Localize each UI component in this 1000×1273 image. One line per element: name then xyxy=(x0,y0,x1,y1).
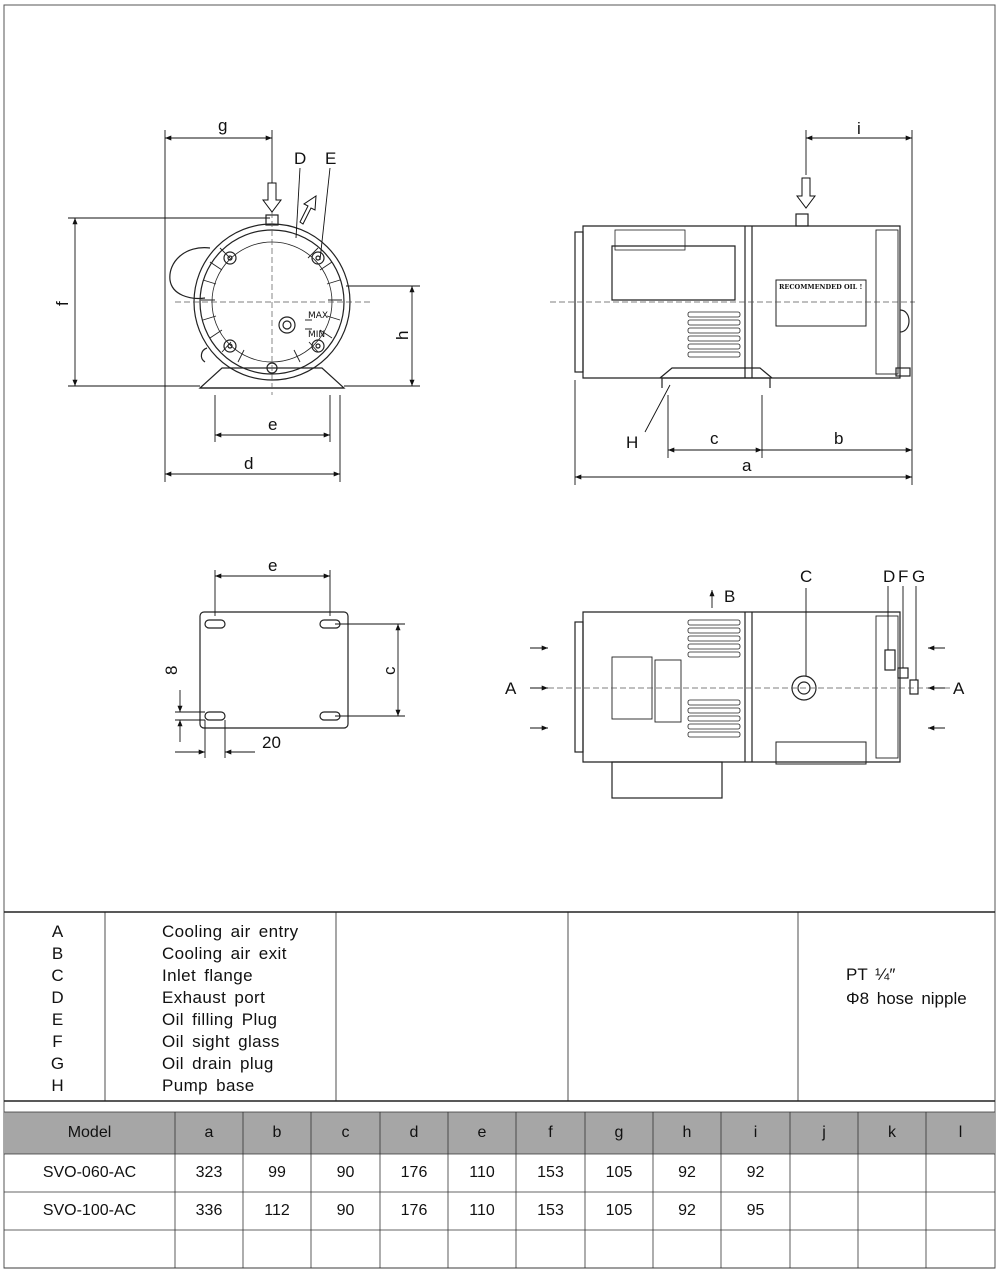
legend-description: Cooling air exit xyxy=(162,944,287,963)
dim-label-20: 20 xyxy=(262,733,281,752)
top-view xyxy=(575,612,918,798)
table-cell: 153 xyxy=(537,1164,564,1181)
table-cell xyxy=(858,1230,926,1268)
table-cell: 110 xyxy=(469,1202,495,1219)
table-header-cell: l xyxy=(958,1124,963,1141)
table-cell xyxy=(858,1154,926,1192)
table-cell: 153 xyxy=(537,1202,564,1219)
table-cell xyxy=(926,1230,995,1268)
table-cell: 105 xyxy=(605,1202,633,1219)
table-cell: 176 xyxy=(400,1202,428,1219)
legend-description: Oil filling Plug xyxy=(162,1010,278,1029)
label-B: B xyxy=(724,587,736,606)
dim-label-i: i xyxy=(857,119,861,138)
table-cell: 105 xyxy=(605,1164,633,1181)
legend-description: Cooling air entry xyxy=(162,922,299,941)
table-cell: 336 xyxy=(195,1202,223,1219)
legend-description: Pump base xyxy=(162,1076,255,1095)
table-header-cell: f xyxy=(548,1124,553,1141)
table-cell: 90 xyxy=(336,1202,355,1219)
dim-label-e-base: e xyxy=(268,556,278,575)
table-header-cell: a xyxy=(204,1124,214,1141)
table-cell: 110 xyxy=(469,1164,495,1181)
table-cell xyxy=(380,1230,448,1268)
table-header-cell: j xyxy=(822,1124,826,1141)
table-cell: 92 xyxy=(678,1202,696,1219)
table-header-cell: g xyxy=(614,1124,624,1141)
dim-label-d: d xyxy=(244,454,254,473)
table-cell xyxy=(448,1230,516,1268)
table-cell xyxy=(175,1230,243,1268)
table-cell: 92 xyxy=(678,1164,696,1181)
legend-key: C xyxy=(51,966,64,985)
table-cell: 112 xyxy=(264,1202,290,1219)
table-cell: 99 xyxy=(268,1164,286,1181)
table-cell-model: SVO-100-AC xyxy=(42,1202,137,1219)
dim-label-a: a xyxy=(742,456,752,475)
table-header-cell: b xyxy=(272,1124,282,1141)
table-cell xyxy=(516,1230,585,1268)
table-cell: 92 xyxy=(746,1164,765,1181)
side-view xyxy=(575,214,910,388)
legend-description: Inlet flange xyxy=(162,966,253,985)
table-cell-model xyxy=(4,1230,175,1268)
legend-description: Oil sight glass xyxy=(162,1032,280,1051)
dim-label-e-front: e xyxy=(268,415,278,434)
dim-label-f: f xyxy=(53,301,72,306)
label-G: G xyxy=(912,567,926,586)
table-cell xyxy=(790,1192,858,1230)
legend-key: A xyxy=(51,922,64,941)
legend-description: Oil drain plug xyxy=(162,1054,274,1073)
table-header-cell: c xyxy=(341,1124,350,1141)
dim-label-H: H xyxy=(626,433,639,452)
base-view xyxy=(200,612,348,728)
legend-key: B xyxy=(51,944,64,963)
table-cell xyxy=(926,1154,995,1192)
dim-label-E: E xyxy=(325,149,337,168)
table-header-cell: i xyxy=(753,1124,758,1141)
legend-key: D xyxy=(51,988,64,1007)
table-header-cell: h xyxy=(682,1124,692,1141)
table-cell xyxy=(858,1192,926,1230)
note-thread: PT ¼″ xyxy=(846,965,896,984)
table-cell: 176 xyxy=(400,1164,428,1181)
dim-label-c-base: c xyxy=(380,666,399,675)
front-view xyxy=(170,215,350,388)
dim-label-h: h xyxy=(393,330,412,340)
dim-label-8: 8 xyxy=(162,665,181,675)
table-cell: 323 xyxy=(195,1164,223,1181)
table-cell xyxy=(653,1230,721,1268)
oil-plate-text: RECOMMENDED OIL ! xyxy=(779,283,863,291)
legend-key: H xyxy=(51,1076,64,1095)
table-cell-model: SVO-060-AC xyxy=(42,1164,137,1181)
note-hose-nipple: Φ8 hose nipple xyxy=(846,989,967,1008)
table-header-cell: d xyxy=(409,1124,419,1141)
table-cell xyxy=(585,1230,653,1268)
max-label: MAX xyxy=(308,311,329,321)
table-header-cell: Model xyxy=(67,1124,112,1141)
dim-label-b: b xyxy=(834,429,844,448)
label-A-left: A xyxy=(505,679,517,698)
table-header-cell: k xyxy=(888,1124,896,1141)
table-cell: 90 xyxy=(336,1164,355,1181)
dim-label-g: g xyxy=(218,116,228,135)
legend-description: Exhaust port xyxy=(162,988,266,1007)
table-cell xyxy=(926,1192,995,1230)
legend-key: G xyxy=(50,1054,65,1073)
min-label: MIN xyxy=(308,330,326,340)
dim-label-c-side: c xyxy=(710,429,719,448)
table-cell xyxy=(790,1154,858,1192)
dim-label-D: D xyxy=(294,149,307,168)
table-cell xyxy=(243,1230,311,1268)
label-F: F xyxy=(898,567,909,586)
table-cell xyxy=(311,1230,380,1268)
table-cell: 95 xyxy=(746,1202,765,1219)
label-A-right: A xyxy=(953,679,965,698)
legend-key: E xyxy=(51,1010,64,1029)
table-cell xyxy=(721,1230,790,1268)
legend-key: F xyxy=(52,1032,63,1051)
table-cell xyxy=(790,1230,858,1268)
label-C: C xyxy=(800,567,813,586)
label-D: D xyxy=(883,567,896,586)
table-header-cell: e xyxy=(477,1124,487,1141)
